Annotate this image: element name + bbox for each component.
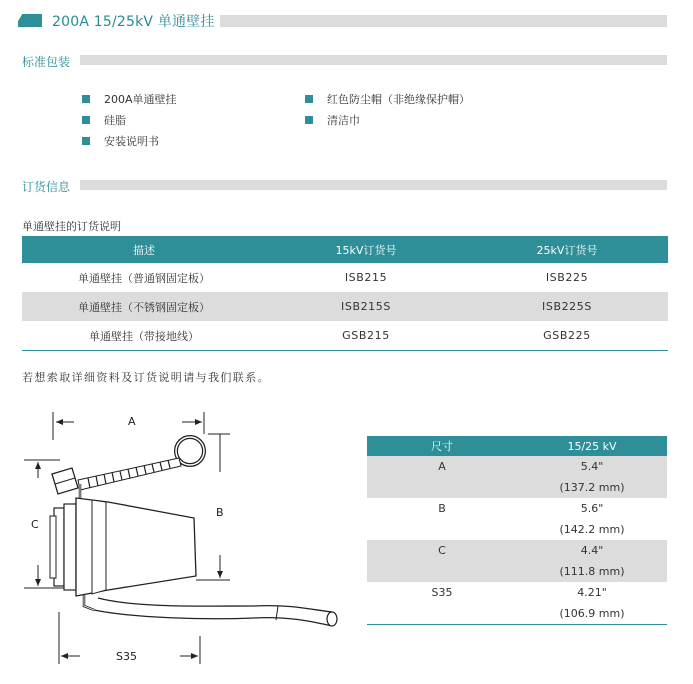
description-cell: 单通壁挂（带接地线）	[22, 321, 266, 351]
dimension-mm-cell: (137.2 mm)	[517, 477, 667, 498]
eyebolt	[52, 437, 204, 494]
package-item: 安装说明书	[82, 133, 159, 149]
code-15kv-cell: ISB215S	[266, 292, 466, 321]
column-header: 尺寸	[367, 436, 517, 456]
code-25kv-cell: ISB225	[545, 271, 589, 284]
description-cell: 单通壁挂（普通钢固定板）	[78, 271, 210, 285]
dimension-mm-cell: (111.8 mm)	[517, 561, 667, 582]
bullet-square-icon	[305, 95, 313, 103]
dimension-name-cell: A	[367, 456, 517, 477]
table-row	[22, 321, 668, 351]
ordering-table	[22, 236, 668, 351]
table-row	[367, 477, 667, 498]
dimension-mm-cell: (142.2 mm)	[559, 523, 625, 536]
package-item: 清洁巾	[305, 112, 360, 128]
table-row	[367, 456, 667, 477]
column-header: 15kV订货号	[266, 236, 466, 263]
package-item: 红色防尘帽（非绝缘保护帽）	[305, 91, 470, 107]
table-row	[367, 498, 667, 519]
table-header-row	[367, 436, 667, 456]
table-row	[367, 561, 667, 582]
page-title: 200A 15/25kV 单通壁挂	[52, 14, 215, 30]
description-cell: 单通壁挂（不锈钢固定板）	[22, 292, 266, 321]
code-25kv-cell: GSB225	[466, 321, 668, 351]
bullet-square-icon	[82, 116, 90, 124]
table-header-row	[22, 236, 668, 263]
column-header: 25kV订货号	[466, 236, 668, 263]
bullet-square-icon	[82, 137, 90, 145]
dim-label-c: C	[31, 518, 39, 531]
code-15kv-cell: ISB215	[344, 271, 388, 284]
dim-label-b: B	[216, 506, 224, 519]
dimension-table	[367, 436, 667, 625]
packaging-rule	[80, 55, 667, 65]
dimension-mm-cell: (106.9 mm)	[517, 603, 667, 625]
table-row	[367, 603, 667, 625]
table-row	[367, 582, 667, 603]
dim-label-s35: S35	[116, 650, 137, 663]
title-rule	[220, 15, 667, 27]
table-row	[367, 519, 667, 540]
table-row	[367, 540, 667, 561]
dimension-inch-cell: 5.4"	[517, 456, 667, 477]
dimension-name-cell: B	[438, 502, 446, 515]
packaging-heading: 标准包装	[22, 55, 71, 69]
ordering-heading: 订货信息	[22, 180, 71, 194]
column-header: 描述	[22, 236, 266, 263]
code-25kv-cell: ISB225S	[466, 292, 668, 321]
package-item: 200A单通壁挂	[82, 91, 177, 107]
dimension-name-cell: S35	[431, 586, 453, 599]
title-accent-tab	[18, 14, 42, 27]
ground-wire	[94, 610, 332, 626]
code-15kv-cell: GSB215	[266, 321, 466, 351]
table-row	[22, 263, 668, 292]
ordering-caption: 单通壁挂的订货说明	[22, 220, 121, 233]
table-row	[22, 292, 668, 321]
package-item: 硅脂	[82, 112, 126, 128]
bullet-square-icon	[82, 95, 90, 103]
dimension-inch-cell: 4.21"	[577, 586, 607, 599]
dimension-inch-cell: 5.6"	[580, 502, 604, 515]
column-header: 15/25 kV	[517, 436, 667, 456]
wall-bushing-drawing	[14, 400, 349, 672]
dimension-inch-cell: 4.4"	[517, 540, 667, 561]
contact-note: 若想索取详细资料及订货说明请与我们联系。	[22, 371, 270, 384]
bullet-square-icon	[305, 116, 313, 124]
dimension-name-cell: C	[367, 540, 517, 561]
dim-label-a: A	[128, 415, 136, 428]
ordering-rule	[80, 180, 667, 190]
